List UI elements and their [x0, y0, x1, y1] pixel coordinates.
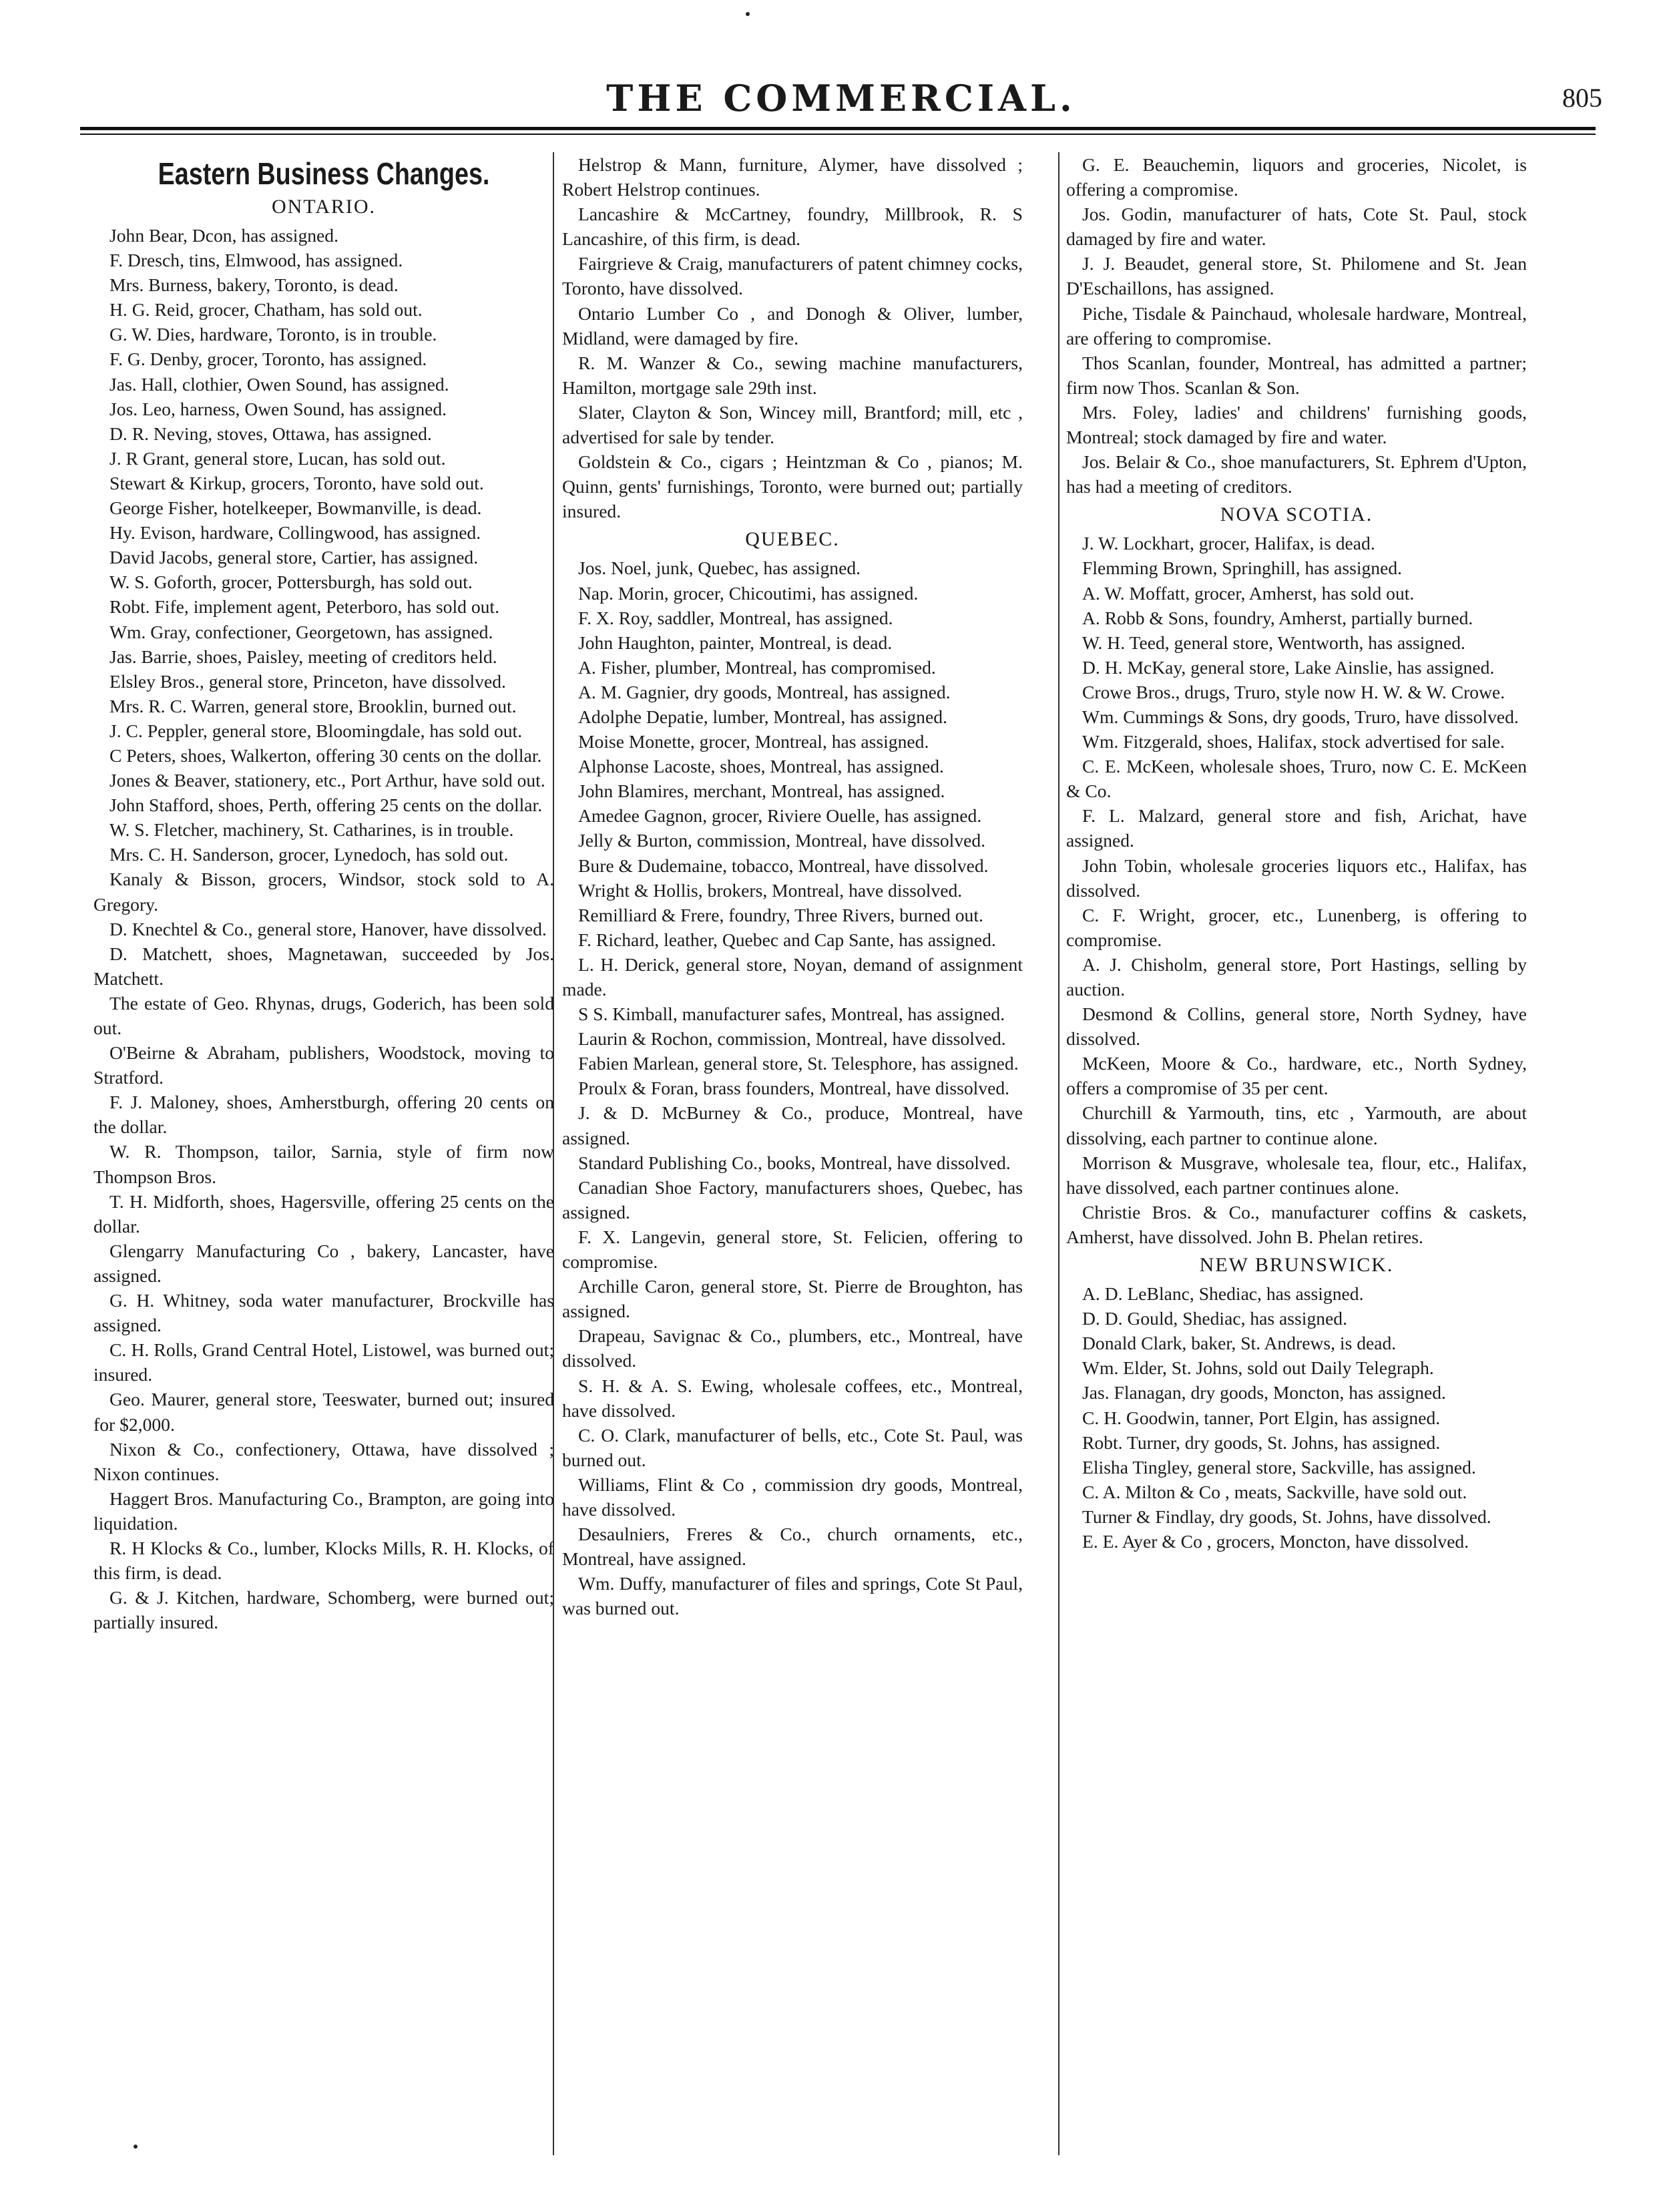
listing-entry: C. H. Rolls, Grand Central Hotel, Listowel, was burned out; insured. — [93, 1339, 554, 1385]
listing-entry: Proulx & Foran, brass founders, Montreal, have dissolved. — [578, 1078, 1010, 1099]
listing-entry: Christie Bros. & Co., manufacturer coffins & caskets, Amherst, have dissolved. John B. Phelan retires. — [1066, 1201, 1527, 1247]
listing-entry: J. C. Peppler, general store, Bloomingdale, has sold out. — [109, 720, 523, 741]
listing-entry: Amedee Gagnon, grocer, Riviere Ouelle, has assigned. — [578, 805, 982, 827]
listing-entry: Archille Caron, general store, St. Pierre de Broughton, has assigned. — [562, 1276, 1023, 1322]
listing-entry: John Blamires, merchant, Montreal, has assigned. — [578, 781, 945, 802]
listing-entry: Wm. Gray, confectioner, Georgetown, has assigned. — [109, 621, 493, 642]
listing-entry: C. H. Goodwin, tanner, Port Elgin, has assigned. — [1082, 1407, 1441, 1428]
listing-entry: Wm. Elder, St. Johns, sold out Daily Telegraph. — [1082, 1357, 1434, 1379]
listing-entry: Nixon & Co., confectionery, Ottawa, have dissolved ; Nixon continues. — [93, 1438, 554, 1484]
listing-entry: Churchill & Yarmouth, tins, etc , Yarmouth, are about dissolving, each partner to continue alone. — [1066, 1102, 1527, 1148]
listing-entry: Mrs. Burness, bakery, Toronto, is dead. — [109, 274, 399, 296]
listing-entry: S S. Kimball, manufacturer safes, Montreal, has assigned. — [578, 1004, 1005, 1025]
listing-entry: Glengarry Manufacturing Co , bakery, Lancaster, have assigned. — [93, 1240, 554, 1286]
listing-entry: John Stafford, shoes, Perth, offering 25 cents on the dollar. — [109, 795, 543, 816]
listing-entry: Slater, Clayton & Son, Wincey mill, Brantford; mill, etc , advertised for sale by tender. — [562, 401, 1023, 448]
page-number: 805 — [1562, 83, 1602, 113]
listing-entry: R. H Klocks & Co., lumber, Klocks Mills, R. H. Klocks, of this firm, is dead. — [93, 1537, 554, 1584]
listing-entry: D. D. Gould, Shediac, has assigned. — [1082, 1308, 1347, 1329]
section-heading-new-brunswick: NEW BRUNSWICK. — [1199, 1254, 1394, 1277]
listing-entry: Jas. Barrie, shoes, Paisley, meeting of creditors held. — [109, 646, 497, 667]
listing-entry: L. H. Derick, general store, Noyan, demand of assignment made. — [562, 953, 1023, 1000]
listing-entry: Wm. Duffy, manufacturer of files and springs, Cote St Paul, was burned out. — [562, 1573, 1023, 1619]
listing-entry: Hy. Evison, hardware, Collingwood, has assigned. — [109, 522, 481, 543]
listing-entry: Donald Clark, baker, St. Andrews, is dead. — [1082, 1333, 1397, 1354]
listing-entry: F. Richard, leather, Quebec and Cap Sante, has assigned. — [578, 929, 996, 950]
listing-entry: Geo. Maurer, general store, Teeswater, burned out; insured for $2,000. — [93, 1389, 554, 1435]
listing-entry: A. M. Gagnier, dry goods, Montreal, has assigned. — [578, 681, 951, 702]
masthead — [80, 63, 1602, 120]
listing-entry: Nap. Morin, grocer, Chicoutimi, has assigned. — [578, 582, 919, 604]
listing-entry: Wm. Fitzgerald, shoes, Halifax, stock advertised for sale. — [1082, 731, 1505, 752]
listing-entry: Haggert Bros. Manufacturing Co., Brampton, are going into liquidation. — [93, 1488, 554, 1534]
listing-entry: W. H. Teed, general store, Wentworth, has assigned. — [1082, 632, 1465, 653]
listing-entry: Mrs. C. H. Sanderson, grocer, Lynedoch, has sold out. — [109, 844, 509, 865]
listing-entry: Fabien Marlean, general store, St. Telesphore, has assigned. — [578, 1053, 1019, 1074]
quebec-entries — [562, 556, 1023, 1620]
ontario-entries — [93, 223, 554, 1634]
listing-entry: A. J. Chisholm, general store, Port Hastings, selling by auction. — [1066, 953, 1527, 1000]
listing-entry: J. W. Lockhart, grocer, Halifax, is dead. — [1082, 533, 1375, 554]
listing-entry: Robt. Fife, implement agent, Peterboro, has sold out. — [109, 596, 499, 618]
print-speck — [134, 2145, 138, 2149]
ontario-continued-entries — [562, 152, 1023, 523]
listing-entry: Piche, Tisdale & Painchaud, wholesale hardware, Montreal, are offering to compromise. — [1066, 302, 1527, 349]
listing-entry: F. J. Maloney, shoes, Amherstburgh, offering 20 cents on the dollar. — [93, 1092, 554, 1138]
article-title: Eastern Business Changes. — [158, 156, 490, 191]
listing-entry: F. X. Langevin, general store, St. Felicien, offering to compromise. — [562, 1226, 1023, 1273]
listing-entry: Jos. Godin, manufacturer of hats, Cote St. Paul, stock damaged by fire and water. — [1066, 204, 1527, 250]
listing-entry: Desaulniers, Freres & Co., church ornaments, etc., Montreal, have assigned. — [562, 1524, 1023, 1570]
listing-entry: Jas. Flanagan, dry goods, Moncton, has assigned. — [1082, 1382, 1446, 1403]
listing-entry: Ontario Lumber Co , and Donogh & Oliver, lumber, Midland, were damaged by fire. — [562, 302, 1023, 349]
listing-entry: W. R. Thompson, tailor, Sarnia, style of firm now Thompson Bros. — [93, 1141, 554, 1187]
nova-scotia-entries — [1066, 531, 1527, 1249]
section-heading-quebec: QUEBEC. — [745, 528, 840, 551]
listing-entry: David Jacobs, general store, Cartier, has assigned. — [109, 547, 479, 568]
listing-entry: S. H. & A. S. Ewing, wholesale coffees, etc., Montreal, have dissolved. — [562, 1375, 1023, 1421]
listing-entry: A. Robb & Sons, foundry, Amherst, partially burned. — [1082, 607, 1473, 628]
print-speck — [746, 12, 750, 16]
listing-entry: Fairgrieve & Craig, manufacturers of patent chimney cocks, Toronto, have dissolved. — [562, 253, 1023, 299]
section-heading-ontario: ONTARIO. — [271, 196, 377, 218]
listing-entry: J. J. Beaudet, general store, St. Philomene and St. Jean D'Eschaillons, has assigned. — [1066, 253, 1527, 299]
listing-entry: D. H. McKay, general store, Lake Ainslie, has assigned. — [1082, 656, 1495, 678]
listing-entry: R. M. Wanzer & Co., sewing machine manufacturers, Hamilton, mortgage sale 29th inst. — [562, 352, 1023, 398]
listing-entry: G. E. Beauchemin, liquors and groceries, Nicolet, is offering a compromise. — [1066, 154, 1527, 200]
listing-entry: Mrs. Foley, ladies' and childrens' furnishing goods, Montreal; stock damaged by fire and water. — [1066, 401, 1527, 448]
new-brunswick-entries — [1066, 1281, 1527, 1554]
listing-entry: Williams, Flint & Co , commission dry goods, Montreal, have dissolved. — [562, 1474, 1023, 1520]
listing-entry: A. D. LeBlanc, Shediac, has assigned. — [1082, 1283, 1364, 1305]
listing-entry: F. Dresch, tins, Elmwood, has assigned. — [109, 250, 403, 271]
listing-entry: McKeen, Moore & Co., hardware, etc., North Sydney, offers a compromise of 35 per cent. — [1066, 1053, 1527, 1099]
listing-entry: W. S. Fletcher, machinery, St. Catharines, is in trouble. — [109, 819, 514, 841]
listing-entry: O'Beirne & Abraham, publishers, Woodstock, moving to Stratford. — [93, 1042, 554, 1088]
listing-entry: F. X. Roy, saddler, Montreal, has assigned. — [578, 607, 893, 628]
listing-entry: D. R. Neving, stoves, Ottawa, has assigned. — [109, 423, 432, 444]
listing-entry: E. E. Ayer & Co , grocers, Moncton, have dissolved. — [1082, 1530, 1469, 1552]
listing-entry: Thos Scanlan, founder, Montreal, has admitted a partner; firm now Thos. Scanlan & Son. — [1066, 352, 1527, 398]
listing-entry: Elsley Bros., general store, Princeton, have dissolved. — [109, 670, 506, 692]
column-divider-2 — [1058, 152, 1059, 2155]
column-3 — [1066, 152, 1527, 2169]
listing-entry: Robt. Turner, dry goods, St. Johns, has assigned. — [1082, 1431, 1441, 1453]
listing-entry: G. & J. Kitchen, hardware, Schomberg, were burned out; partially insured. — [93, 1587, 554, 1633]
listing-entry: Elisha Tingley, general store, Sackville, has assigned. — [1082, 1456, 1476, 1478]
listing-entry: Drapeau, Savignac & Co., plumbers, etc., Montreal, have dissolved. — [562, 1325, 1023, 1371]
header-rule-thick — [80, 127, 1596, 130]
listing-entry: Jas. Hall, clothier, Owen Sound, has assigned. — [109, 373, 449, 395]
listing-entry: C Peters, shoes, Walkerton, offering 30 cents on the dollar. — [109, 744, 542, 766]
listing-entry: John Haughton, painter, Montreal, is dead. — [578, 632, 893, 653]
listing-entry: C. A. Milton & Co , meats, Sackville, have sold out. — [1082, 1481, 1467, 1502]
listing-entry: G. H. Whitney, soda water manufacturer, Brockville has assigned. — [93, 1290, 554, 1336]
column-2 — [562, 152, 1023, 2169]
listing-entry: C. E. McKeen, wholesale shoes, Truro, now C. E. McKeen & Co. — [1066, 756, 1527, 802]
listing-entry: Jos. Noel, junk, Quebec, has assigned. — [578, 558, 861, 579]
publication-title: THE COMMERCIAL. — [606, 77, 1076, 120]
listing-entry: W. S. Goforth, grocer, Pottersburgh, has sold out. — [109, 572, 473, 593]
listing-entry: Desmond & Collins, general store, North Sydney, have dissolved. — [1066, 1004, 1527, 1050]
listing-entry: D. Matchett, shoes, Magnetawan, succeeded by Jos. Matchett. — [93, 943, 554, 989]
listing-entry: F. L. Malzard, general store and fish, Arichat, have assigned. — [1066, 805, 1527, 851]
listing-entry: C. F. Wright, grocer, etc., Lunenberg, is offering to compromise. — [1066, 904, 1527, 950]
listing-entry: J. R Grant, general store, Lucan, has sold out. — [109, 447, 446, 469]
listing-entry: Bure & Dudemaine, tobacco, Montreal, have dissolved. — [578, 855, 989, 876]
listing-entry: Wm. Cummings & Sons, dry goods, Truro, have dissolved. — [1082, 706, 1519, 727]
listing-entry: Jos. Belair & Co., shoe manufacturers, St. Ephrem d'Upton, has had a meeting of creditors. — [1066, 451, 1527, 497]
listing-entry: A. W. Moffatt, grocer, Amherst, has sold out. — [1082, 582, 1415, 604]
listing-entry: The estate of Geo. Rhynas, drugs, Goderich, has been sold out. — [93, 992, 554, 1038]
column-1 — [93, 152, 554, 2169]
listing-entry: John Tobin, wholesale groceries liquors etc., Halifax, has dissolved. — [1066, 855, 1527, 901]
listing-entry: J. & D. McBurney & Co., produce, Montreal, have assigned. — [562, 1102, 1023, 1148]
listing-entry: Turner & Findlay, dry goods, St. Johns, have dissolved. — [1082, 1506, 1491, 1527]
quebec-continued-entries — [1066, 152, 1527, 499]
listing-entry: John Bear, Dcon, has assigned. — [109, 225, 338, 246]
listing-entry: Jelly & Burton, commission, Montreal, have dissolved. — [578, 830, 986, 851]
listing-entry: Morrison & Musgrave, wholesale tea, flour, etc., Halifax, have dissolved, each partner continues alone. — [1066, 1152, 1527, 1198]
listing-entry: Jos. Leo, harness, Owen Sound, has assigned. — [109, 398, 447, 419]
listing-entry: Remilliard & Frere, foundry, Three Rivers, burned out. — [578, 904, 983, 925]
listing-entry: Alphonse Lacoste, shoes, Montreal, has assigned. — [578, 756, 944, 777]
listing-entry: Helstrop & Mann, furniture, Alymer, have dissolved ; Robert Helstrop continues. — [562, 154, 1023, 200]
listing-entry: Kanaly & Bisson, grocers, Windsor, stock sold to A. Gregory. — [93, 869, 554, 915]
listing-entry: Stewart & Kirkup, grocers, Toronto, have sold out. — [109, 472, 484, 493]
listing-entry: G. W. Dies, hardware, Toronto, is in trouble. — [109, 324, 437, 345]
listing-entry: Mrs. R. C. Warren, general store, Brooklin, burned out. — [109, 695, 517, 716]
listing-entry: H. G. Reid, grocer, Chatham, has sold out. — [109, 299, 423, 320]
listing-entry: Laurin & Rochon, commission, Montreal, have dissolved. — [578, 1028, 1006, 1050]
listing-entry: Canadian Shoe Factory, manufacturers shoes, Quebec, has assigned. — [562, 1176, 1023, 1223]
listing-entry: T. H. Midforth, shoes, Hagersville, offering 25 cents on the dollar. — [93, 1190, 554, 1237]
listing-entry: A. Fisher, plumber, Montreal, has compromised. — [578, 656, 936, 678]
listing-entry: Crowe Bros., drugs, Truro, style now H. W. & W. Crowe. — [1082, 681, 1505, 702]
listing-entry: Jones & Beaver, stationery, etc., Port Arthur, have sold out. — [109, 770, 545, 791]
listing-entry: C. O. Clark, manufacturer of bells, etc., Cote St. Paul, was burned out. — [562, 1424, 1023, 1470]
listing-entry: D. Knechtel & Co., general store, Hanover, have dissolved. — [109, 918, 547, 939]
listing-entry: Wright & Hollis, brokers, Montreal, have dissolved. — [578, 879, 963, 901]
listing-entry: Goldstein & Co., cigars ; Heintzman & Co , pianos; M. Quinn, gents' furnishings, Toronto, were burned out; partially insured. — [562, 451, 1023, 522]
listing-entry: Flemming Brown, Springhill, has assigned. — [1082, 558, 1403, 579]
listing-entry: George Fisher, hotelkeeper, Bowmanville, is dead. — [109, 497, 482, 519]
listing-entry: Lancashire & McCartney, foundry, Millbrook, R. S Lancashire, of this firm, is dead. — [562, 204, 1023, 250]
listing-entry: F. G. Denby, grocer, Toronto, has assigned. — [109, 349, 427, 370]
listing-entry: Standard Publishing Co., books, Montreal, have dissolved. — [578, 1152, 1011, 1173]
listing-entry: Moise Monette, grocer, Montreal, has assigned. — [578, 731, 929, 752]
header-rule-thin — [80, 134, 1596, 135]
section-heading-nova-scotia: NOVA SCOTIA. — [1220, 503, 1373, 526]
listing-entry: Adolphe Depatie, lumber, Montreal, has assigned. — [578, 706, 947, 727]
